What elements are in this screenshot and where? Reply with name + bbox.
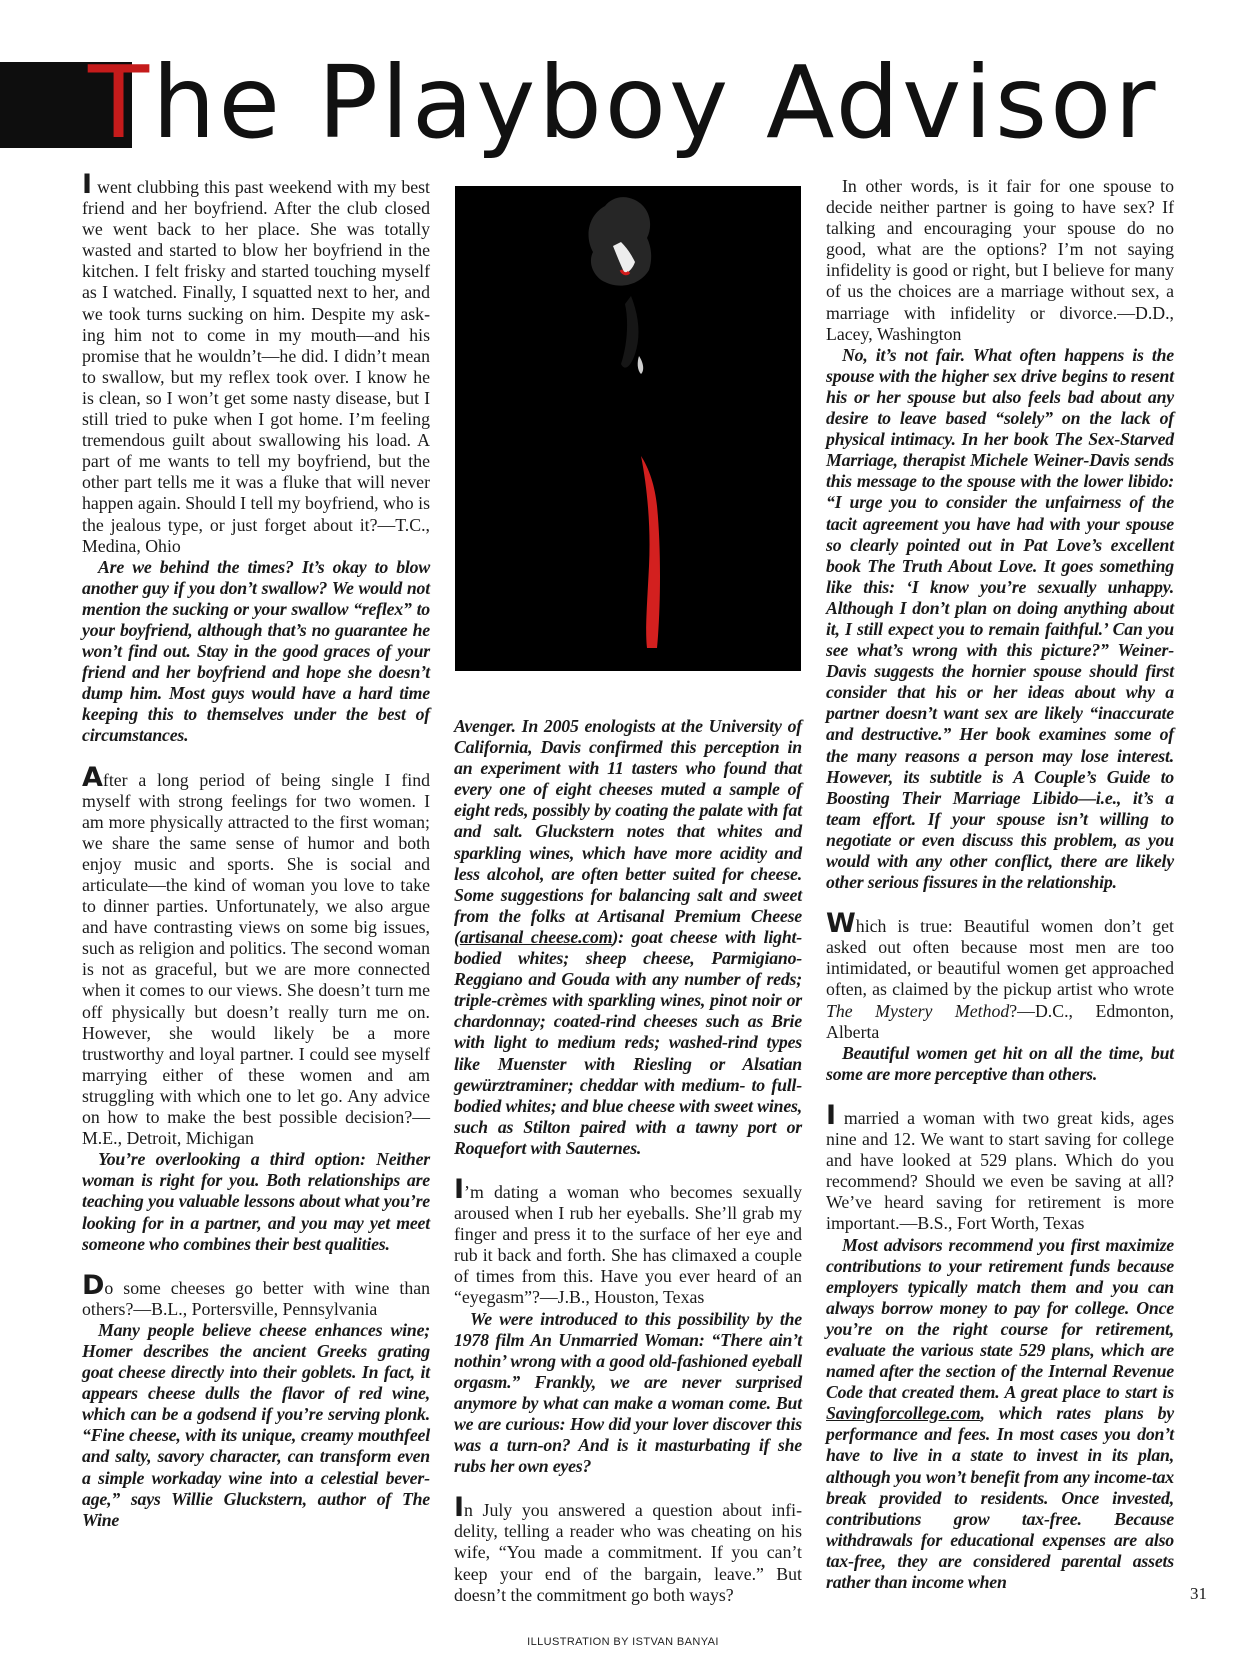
answer-paragraph — [82, 1149, 430, 1254]
paragraph-text: fter a long period of being single I find myself with strong feelings for two women. I am more physically attracted to the first woman; we share the same sense of humor and both enjoy music and sports. She is social and articulate—the kind of woman you love to take to dinner parties. Unfortunately, we also argue and have contrasting views on some big issues, such as religion and politics. The second woman is not as graceful, but we are more connected when it comes to our views. She doesn’t turn me off physically but doesn’t really turn me on. However, she would likely be a more trustworthy and loyal partner. I could see myself marrying either of these women and am struggling with which one to let go. Any advice on how to make the best possible decision?—M.E., Detroit, Michigan — [82, 769, 430, 1149]
question-paragraph — [454, 1492, 802, 1605]
web-address: artisanal cheese.com — [459, 926, 613, 947]
drop-initial: I — [826, 1099, 837, 1131]
answer-paragraph — [82, 1320, 430, 1531]
drop-initial: I — [82, 169, 93, 200]
illustration-credit: ILLUSTRATION BY ISTVAN BANYAI — [527, 1636, 719, 1648]
paragraph-text: , which rates plans by performance and fees. In most cases you don’t have to live in a state to invest in its plan, although you won’t benefit from any income-tax break provided to residents. Once invested, contributions grow tax-free. Because withdrawals for educational expenses are also tax-free, they are considered parental assets rather than income when — [826, 1403, 1174, 1592]
paragraph-text: ?—D.C., Edmonton, Alberta — [826, 1000, 1175, 1042]
web-address: Savingforcollege.com — [826, 1403, 981, 1424]
column-3 — [826, 176, 1174, 1593]
paragraph-text: Many people believe cheese enhances wine; Homer describes the ancient Greeks grating goat cheese directly into their goblets. In fact, it appears cheese dulls the flavor of red wine, which can be a godsend if you’re serving plonk. “Fine cheese, with its unique, creamy mouthfeel and salty, savory character, can transform even a simple workaday wine into a celestial beverage,” says Willie Gluckstern, author of The Wine — [82, 1319, 430, 1530]
page-title — [88, 44, 1159, 161]
woman-silhouette-illustration — [455, 186, 801, 671]
paragraph-text: No, it’s not fair. What often happens is the spouse with the higher sex drive begins to resent his or her spouse but also feels bad about any desire to leave based “solely” on the lack of physical intimacy. In her book The Sex-Starved Marriage, therapist Michele Weiner-Davis sends this message to the spouse with the lower libido: “I urge you to consider the unfairness of the tacit agreement you have had with your spouse so clearly pointed out in Pat Love’s excellent book The Truth About Love. It goes something like this: ‘I know you’re sexually unhappy. Although I don’t plan on doing anything about it, I still expect you to remain faithful.’ Can you see what’s wrong with this picture?” Weiner-Davis suggests the hornier spouse should first consider that his or her ideas about why a partner doesn’t want sex are likely “inaccurate and destructive.” Her book examines some of the many reasons a person may lose interest. However, its subtitle is A Couple’s Guide to Boosting Their Marriage Libido—i.e., it’s a team effort. If your spouse isn’t willing to negotiate or even discuss this problem, as you would with any other conflict, there are likely other serious fissures in the relationship. — [826, 344, 1174, 893]
paragraph-text: Beautiful women get hit on all the time, but some are more perceptive than others. — [826, 1042, 1174, 1084]
question-paragraph — [826, 1099, 1174, 1235]
paragraph-text: ’m dating a woman who becomes sexually aroused when I rub her eyeballs. She’ll grab my finger and press it to the surface of her eye and rub it back and forth. She has climaxed a couple of times from this. Have you ever heard of an “eyegasm”?—J.B., Houston, Texas — [454, 1181, 802, 1308]
paragraph-text: You’re overlooking a third option: Neither woman is right for you. Both relationships are teaching you valuable lessons about what you’re looking for in a partner, and you may yet meet someone who combines their best qualities. — [82, 1149, 430, 1254]
book-title: The Mystery Method — [826, 1000, 1010, 1021]
question-paragraph — [82, 761, 430, 1150]
paragraph-text: n July you answered a question about infidelity, telling a reader who was cheating on his wife, “You made a commitment. If you can’t keep your end of the bargain, leave.” But doesn’t the commitment go both ways? — [454, 1500, 802, 1605]
paragraph-text: We were introduced to this possibility by the 1978 film An Unmarried Woman: “There ain’t nothin’ wrong with a good old-fashioned eyeball orgasm.” Frankly, we are never surprised anymore by what can make a woman come. But we are curious: How did your lover discover this was a turn-on? And is it masturbating if she rubs her own eyes? — [454, 1308, 802, 1477]
drop-initial: A — [82, 761, 103, 793]
drop-initial: I — [454, 1173, 465, 1205]
column-1 — [82, 169, 430, 1531]
illustration — [455, 186, 801, 671]
paragraph-text: ): goat cheese with light-bodied whites; sheep cheese, Parmigiano-Reggiano and Gouda with any number of reds; triple-crèmes with sparkling wines, pinot noir or chardonnay; coated-rind cheeses such as Brie with light to medium reds; washed-rind types like Muenster with Riesling or Alsatian gewürztraminer; cheddar with medium- to full-bodied whites; and blue cheese with sweet wines, such as Stilton paired with a tawny port or Roquefort with Sauternes. — [454, 926, 802, 1158]
answer-paragraph — [454, 716, 802, 1159]
drop-initial: W — [826, 908, 856, 940]
answer-paragraph — [82, 557, 430, 747]
paragraph-text: In other words, is it fair for one spouse to decide neither partner is going to have sex? If talking and encouraging your spouse do no good, what are the options? I’m not saying infidelity is good or right, but I believe for many of us the choices are a marriage without sex, a marriage with infidelity or divorce.—D.D., Lacey, Washington — [826, 176, 1174, 344]
page-number: 31 — [1190, 1584, 1207, 1603]
paragraph-text: hich is true: Beautiful women don’t get asked out often because most men are too intimidated, or beautiful women get approached often, as claimed by the pickup artist who wrote — [826, 916, 1174, 1000]
paragraph-text: went clubbing this past weekend with my best friend and her boyfriend. After the club closed we went back to her place. She was totally wasted and started to blow her boyfriend in the kitchen. I felt frisky and started touching myself as I watched. Finally, I squatted next to her, and we took turns sucking on him. Despite my asking him not to come in my mouth—and his promise that he wouldn’t—he did. I didn’t mean to swallow, but my reflex took over. I know he is clean, so I won’t get some nasty disease, but I still tried to puke when I got home. I’m feeling tremendous guilt about swallowing his load. A part of me wants to tell my boyfriend, but the other part tells me it was a fluke that will never happen again. Should I tell my boyfriend, who is the jealous type, or just forget about it?—T.C., Medina, Ohio — [82, 177, 430, 556]
paragraph-text: Are we behind the times? It’s okay to blow another guy if you don’t swallow? We would not mention the sucking or your swallow “reflex” to your boyfriend, although that’s no guarantee he won’t find out. Stay in the good graces of your friend and her boyfriend and hope she doesn’t dump him. Most guys would have a hard time keeping this to themselves under the best of circumstances. — [82, 556, 430, 746]
question-paragraph — [826, 908, 1175, 1043]
answer-paragraph — [826, 1235, 1174, 1594]
question-paragraph — [826, 176, 1174, 345]
paragraph-text: Avenger. In 2005 enologists at the University of California, Davis confirmed this perception in an experiment with 11 tasters who found that every one of eight cheeses muted a sample of eight reds, possibly by coating the palate with fat and salt. Gluckstern notes that whites and sparkling wines, which have more acidity and less alcohol, are often better suited for cheese. Some suggestions for balancing salt and sweet from the folks at Artisanal Premium Cheese ( — [454, 716, 802, 947]
question-paragraph — [454, 1173, 802, 1309]
paragraph-text: o some cheeses go better with wine than others?—B.L., Portersville, Pennsylvania — [82, 1277, 430, 1319]
drop-initial: I — [454, 1492, 465, 1524]
drop-initial: D — [82, 1269, 105, 1301]
header — [0, 44, 1246, 161]
question-paragraph — [82, 169, 430, 557]
title-initial: T — [88, 44, 153, 161]
paragraph-text: married a woman with two great kids, ages nine and 12. We want to start saving for college and have looked at 529 plans. Which do you recommend? Should we even be saving at all? We’ve heard saving for retirement is more important.—B.S., Fort Worth, Texas — [826, 1107, 1174, 1234]
question-paragraph — [82, 1269, 430, 1320]
answer-paragraph — [826, 345, 1174, 893]
answer-paragraph — [826, 1043, 1174, 1085]
answer-paragraph — [454, 1309, 802, 1478]
title-rest: he Playboy Advisor — [152, 44, 1159, 161]
paragraph-text: Most advisors recommend you first maximize contributions to your retirement funds because employers typically match them and you can always borrow money to pay for college. Once you’re on the right course for retirement, evaluate the various state 529 plans, which are named after the section of the Internal Revenue Code that created them. A great place to start is — [826, 1234, 1174, 1403]
column-2 — [454, 716, 802, 1606]
